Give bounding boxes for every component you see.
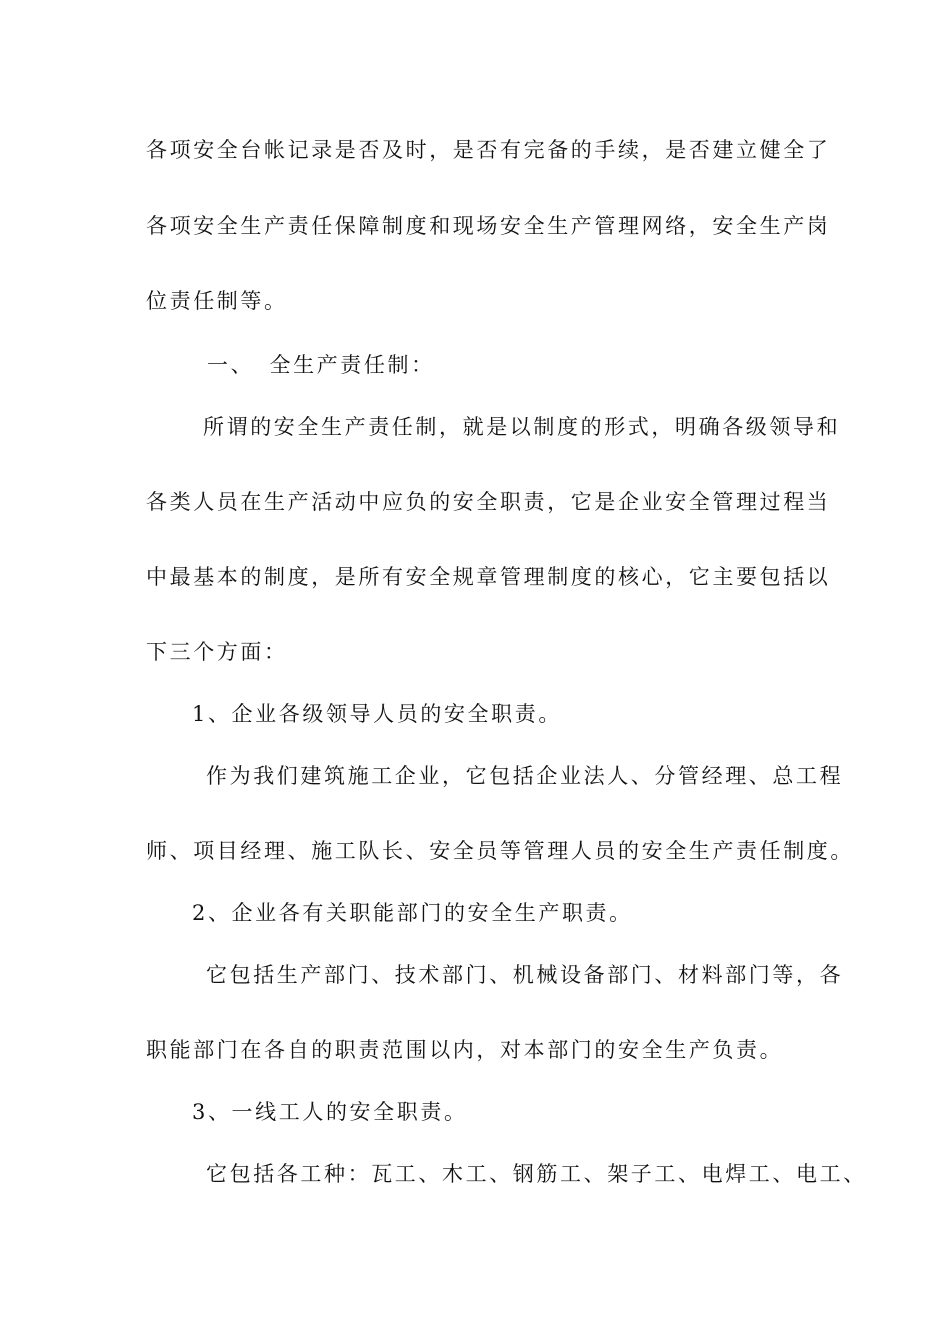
paragraph-line: 中最基本的制度，是所有安全规章管理制度的核心，它主要包括以 (146, 565, 831, 589)
paragraph-line: 位责任制等。 (146, 289, 288, 313)
paragraph-line: 它包括生产部门、技术部门、机械设备部门、材料部门等，各 (206, 963, 844, 987)
paragraph-line: 所谓的安全生产责任制，就是以制度的形式，明确各级领导和 (203, 415, 841, 439)
paragraph-line: 师、项目经理、施工队长、安全员等管理人员的安全生产责任制度。 (146, 839, 854, 863)
paragraph-line: 下三个方面： (146, 640, 288, 664)
section-heading: 一、 全生产责任制： (207, 353, 435, 377)
paragraph-line: 职能部门在各自的职责范围以内，对本部门的安全生产负责。 (146, 1038, 784, 1062)
paragraph-line: 各类人员在生产活动中应负的安全职责，它是企业安全管理过程当 (146, 490, 831, 514)
paragraph-line: 它包括各工种：瓦工、木工、钢筋工、架子工、电焊工、电工、 (206, 1162, 867, 1186)
list-item-heading: 3、一线工人的安全职责。 (192, 1100, 468, 1124)
list-item-heading: 2、企业各有关职能部门的安全生产职责。 (192, 901, 633, 925)
list-item-heading: 1、企业各级领导人员的安全职责。 (192, 702, 562, 726)
paragraph-line: 各项安全生产责任保障制度和现场安全生产管理网络，安全生产岗 (146, 214, 831, 238)
paragraph-line: 作为我们建筑施工企业，它包括企业法人、分管经理、总工程 (206, 764, 844, 788)
paragraph-line: 各项安全台帐记录是否及时，是否有完备的手续，是否建立健全了 (146, 138, 831, 162)
